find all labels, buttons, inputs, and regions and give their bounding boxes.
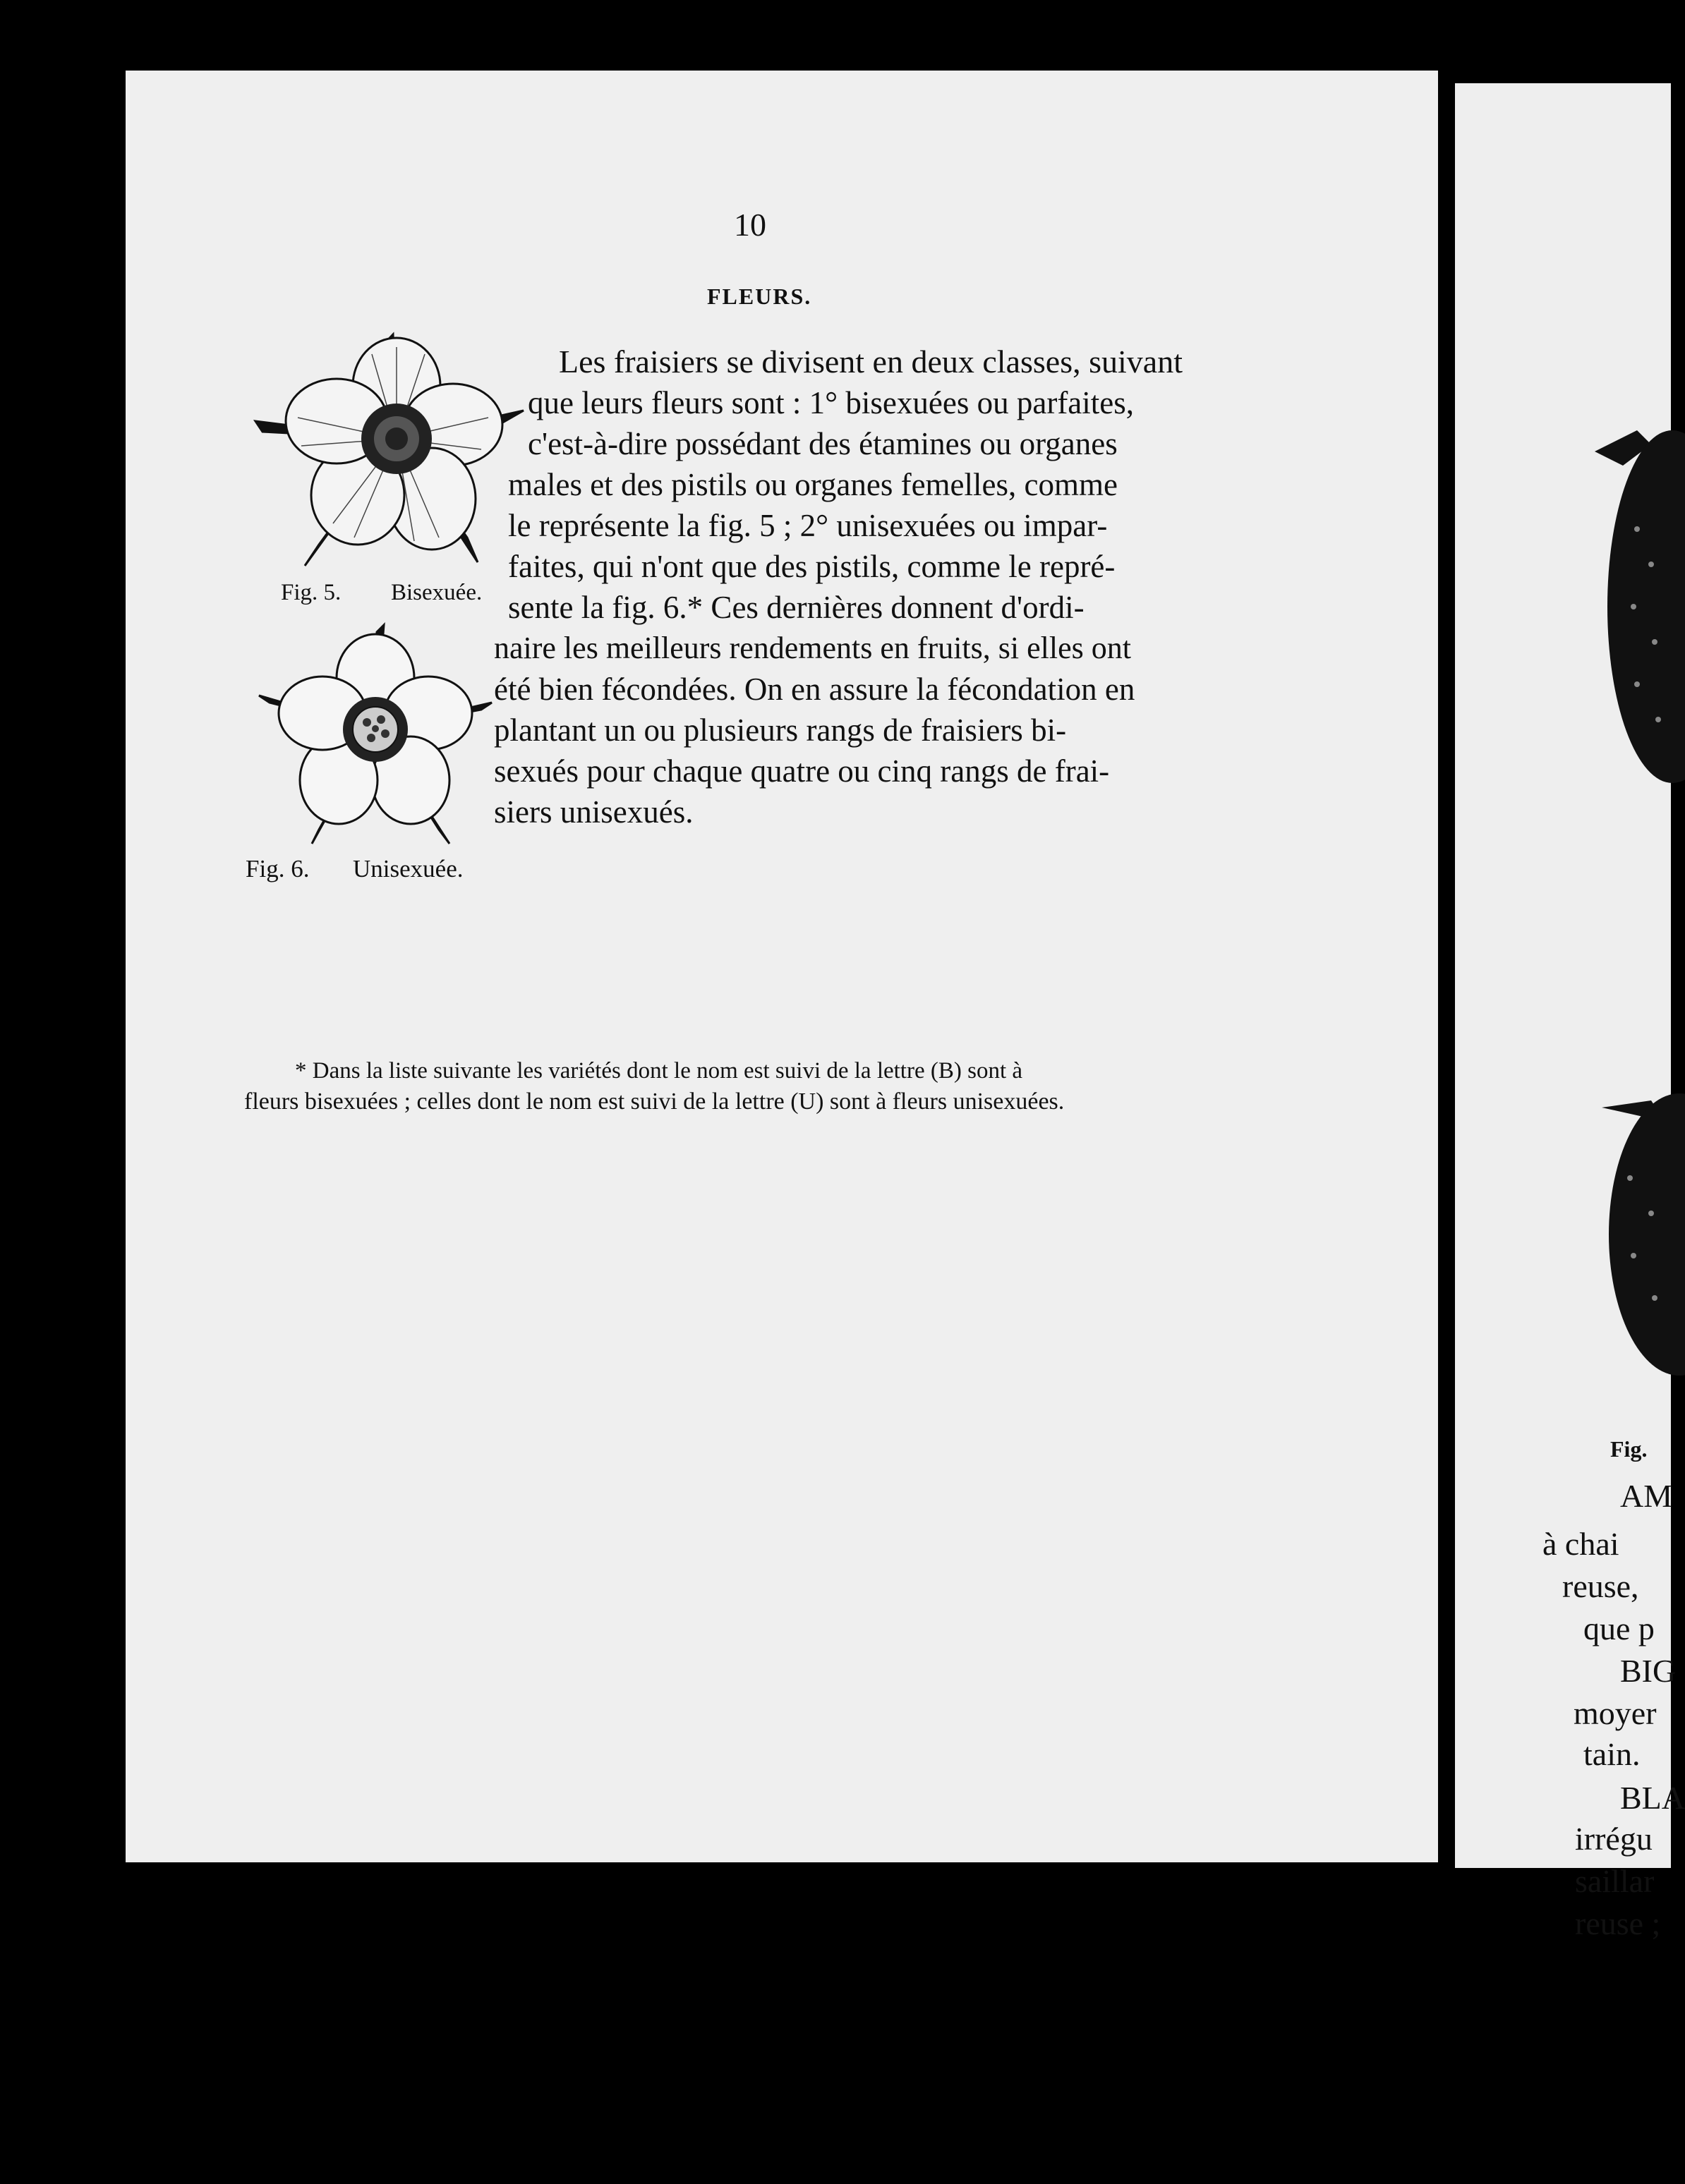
paragraph-line: le représente la fig. 5 ; 2° unisexuées ou impar- [508,508,1108,543]
paragraph-line: males et des pistils ou organes femelles, comme [508,467,1118,502]
footnote-line: * Dans la liste suivante les variétés dont le nom est suivi de la lettre (B) sont à [295,1058,1023,1084]
page-number: 10 [734,207,766,243]
paragraph-line: faites, qui n'ont que des pistils, comme le repré- [508,549,1116,584]
right-text-line: saillar [1575,1863,1655,1899]
right-figure-caption: Fig. [1610,1436,1648,1462]
figure-5-caption-label: Bisexuée. [391,580,483,605]
paragraph-line: que leurs fleurs sont : 1° bisexuées ou parfaites, [528,385,1135,420]
paragraph-line: c'est-à-dire possédant des étamines ou organes [528,426,1118,461]
footnote-line: fleurs bisexuées ; celles dont le nom est suivi de la lettre (U) sont à fleurs unisexuées. [244,1088,1065,1115]
figure-6-caption-label: Unisexuée. [353,855,464,882]
section-title: FLEURS. [707,284,812,309]
right-text-line: que p [1583,1610,1655,1646]
figure-6-caption-number: Fig. 6. [246,855,310,882]
paragraph-line: Les fraisiers se divisent en deux classes, suivant [559,344,1183,380]
paragraph-line: sexués pour chaque quatre ou cinq rangs de frai- [494,753,1110,789]
right-text-line: AM [1620,1478,1673,1514]
right-text-line: irrégu [1575,1821,1653,1857]
right-text-line: tain. [1583,1736,1641,1772]
right-text-line: reuse ; [1575,1905,1661,1941]
paragraph-line: naire les meilleurs rendements en fruits, si elles ont [494,631,1131,665]
right-text-line: BLA [1620,1780,1685,1816]
right-text-line: reuse, [1562,1568,1639,1604]
flower-bisexual-illustration [255,326,531,580]
paragraph-line: plantant un ou plusieurs rangs de fraisiers bi- [494,712,1067,748]
flower-unisexual-illustration [255,625,495,847]
right-text-line: moyer [1574,1695,1657,1731]
right-text-line: BIG [1620,1653,1677,1689]
paragraph-line: été bien fécondées. On en assure la fécondation en [494,672,1135,707]
paragraph-line: siers unisexués. [494,794,694,830]
paragraph-line: sente la fig. 6.* Ces dernières donnent d'ordi- [508,590,1085,625]
strawberry-illustration-bottom [1602,1072,1671,1411]
strawberry-illustration-top [1595,402,1671,797]
figure-5-caption-number: Fig. 5. [281,580,342,605]
right-text-line: à chai [1542,1526,1619,1562]
